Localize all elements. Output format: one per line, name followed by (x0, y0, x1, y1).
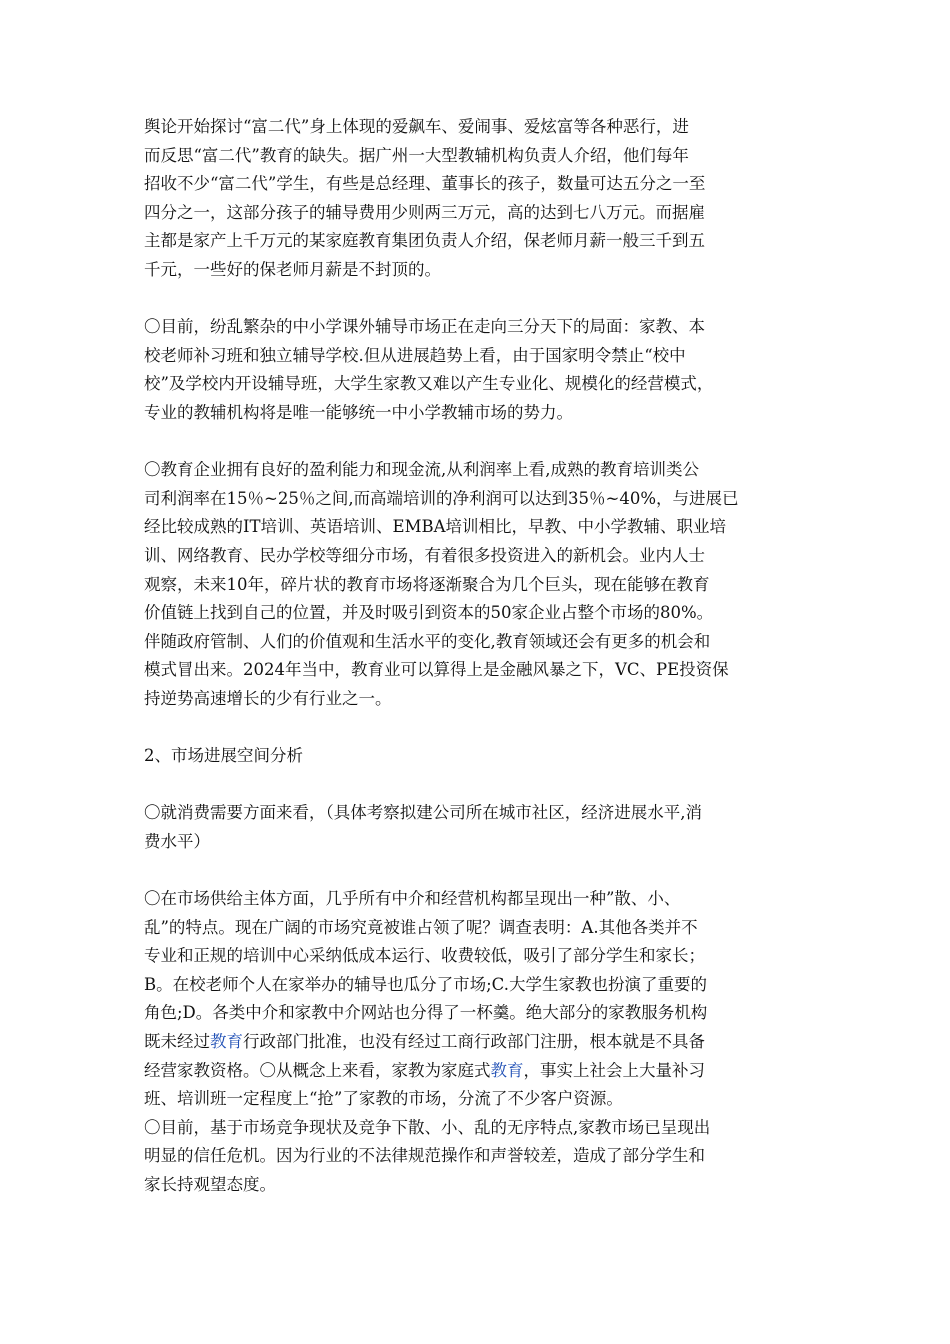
text-line: 经比较成熟的IT培训、英语培训、EMBA培训相比，早教、中小学教辅、职业培 (144, 517, 727, 537)
text-line: 主都是家产上千万元的某家庭教育集团负责人介绍，保老师月薪一般三千到五 (144, 231, 705, 251)
text-line: B。在校老师个人在家举办的辅导也瓜分了市场;C.大学生家教也扮演了重要的 (144, 974, 707, 994)
paragraph-trust-crisis (144, 1114, 809, 1200)
text-line: 四分之一，这部分孩子的辅导费用少则两三万元，高的达到七八万元。而据雇 (144, 202, 705, 222)
document-page (144, 113, 809, 1200)
text-line: 〇在市场供给主体方面，几乎所有中介和经营机构都呈现出一种”散、小、 (144, 889, 681, 909)
text-line: 〇就消费需要方面来看，（具体考察拟建公司所在城市社区，经济进展水平,消 (144, 803, 702, 823)
text-line: 伴随政府管制、人们的价值观和生活水平的变化,教育领域还会有更多的机会和 (144, 631, 711, 651)
text-line: 校”及学校内开设辅导班，大学生家教又难以产生专业化、规模化的经营模式， (144, 374, 714, 394)
text-line: 千元，一些好的保老师月薪是不封顶的。 (144, 259, 441, 279)
paragraph-market-status (144, 313, 809, 427)
text-line: 专业和正规的培训中心采纳低成本运行、收费较低，吸引了部分学生和家长； (144, 946, 705, 966)
text-segment: ，事实上社会上大量补习 (523, 1060, 705, 1080)
text-line: 〇目前，纷乱繁杂的中小学课外辅导市场正在走向三分天下的局面：家教、本 (144, 317, 705, 337)
text-line: 模式冒出来。2024年当中，教育业可以算得上是金融风暴之下，VC、PE投资保 (144, 660, 729, 680)
text-line: 价值链上找到自己的位置，并及时吸引到资本的50家企业占整个市场的80%。 (144, 603, 714, 623)
text-line: 专业的教辅机构将是唯一能够统一中小学教辅市场的势力。 (144, 402, 573, 422)
text-segment: 既未经过 (144, 1032, 210, 1051)
text-line: 持逆势高速增长的少有行业之一。 (144, 688, 392, 708)
text-segment: 行政部门批准，也没有经过工商行政部门注册，根本就是不具备 (243, 1032, 705, 1051)
paragraph-profitability (144, 456, 809, 713)
education-link[interactable]: 教育 (490, 1060, 524, 1080)
paragraph-fuerdai (144, 113, 809, 285)
text-line: 明显的信任危机。因为行业的不法律规范操作和声誉较差，造成了部分学生和 (144, 1146, 705, 1166)
text-line: 家长持观望态度。 (144, 1174, 276, 1194)
text-line: 费水平） (144, 831, 210, 851)
text-line: 而反思“富二代”教育的缺失。据广州一大型教辅机构负责人介绍，他们每年 (144, 145, 689, 165)
text-segment: 经营家教资格。〇从概念上来看，家教为家庭式 (144, 1060, 491, 1080)
education-link[interactable]: 教育 (210, 1032, 243, 1051)
text-line: 招收不少“富二代”学生，有些是总经理、董事长的孩子，数量可达五分之一至 (144, 174, 706, 194)
text-line: 校老师补习班和独立辅导学校.但从进展趋势上看，由于国家明令禁止“校中 (144, 345, 686, 365)
text-line: 乱”的特点。现在广阔的市场究竟被谁占领了呢？调查表明：A.其他各类并不 (144, 917, 698, 937)
text-line: 〇教育企业拥有良好的盈利能力和现金流,从利润率上看,成熟的教育培训类公 (144, 460, 699, 480)
section-heading (144, 742, 809, 771)
text-line: 舆论开始探讨“富二代”身上体现的爱飙车、爱闹事、爱炫富等各种恶行，进 (144, 117, 689, 136)
text-line: 司利润率在15％~25％之间,而高端培训的净利润可以达到35％~40%，与进展已 (144, 488, 739, 508)
text-line: 角色;D。各类中介和家教中介网站也分得了一杯羹。绝大部分的家教服务机构 (144, 1003, 708, 1023)
text-line: 观察，未来10年，碎片状的教育市场将逐渐聚合为几个巨头，现在能够在教育 (144, 574, 710, 594)
heading-text: 2、市场进展空间分析 (144, 746, 303, 766)
paragraph-consumption (144, 799, 809, 856)
text-line: 训、网络教育、民办学校等细分市场，有着很多投资进入的新机会。业内人士 (144, 545, 705, 565)
paragraph-supply (144, 885, 809, 1114)
text-line: 〇目前，基于市场竞争现状及竞争下散、小、乱的无序特点,家教市场已呈现出 (144, 1117, 711, 1137)
text-line: 班、培训班一定程度上“抢”了家教的市场，分流了不少客户资源。 (144, 1089, 623, 1109)
